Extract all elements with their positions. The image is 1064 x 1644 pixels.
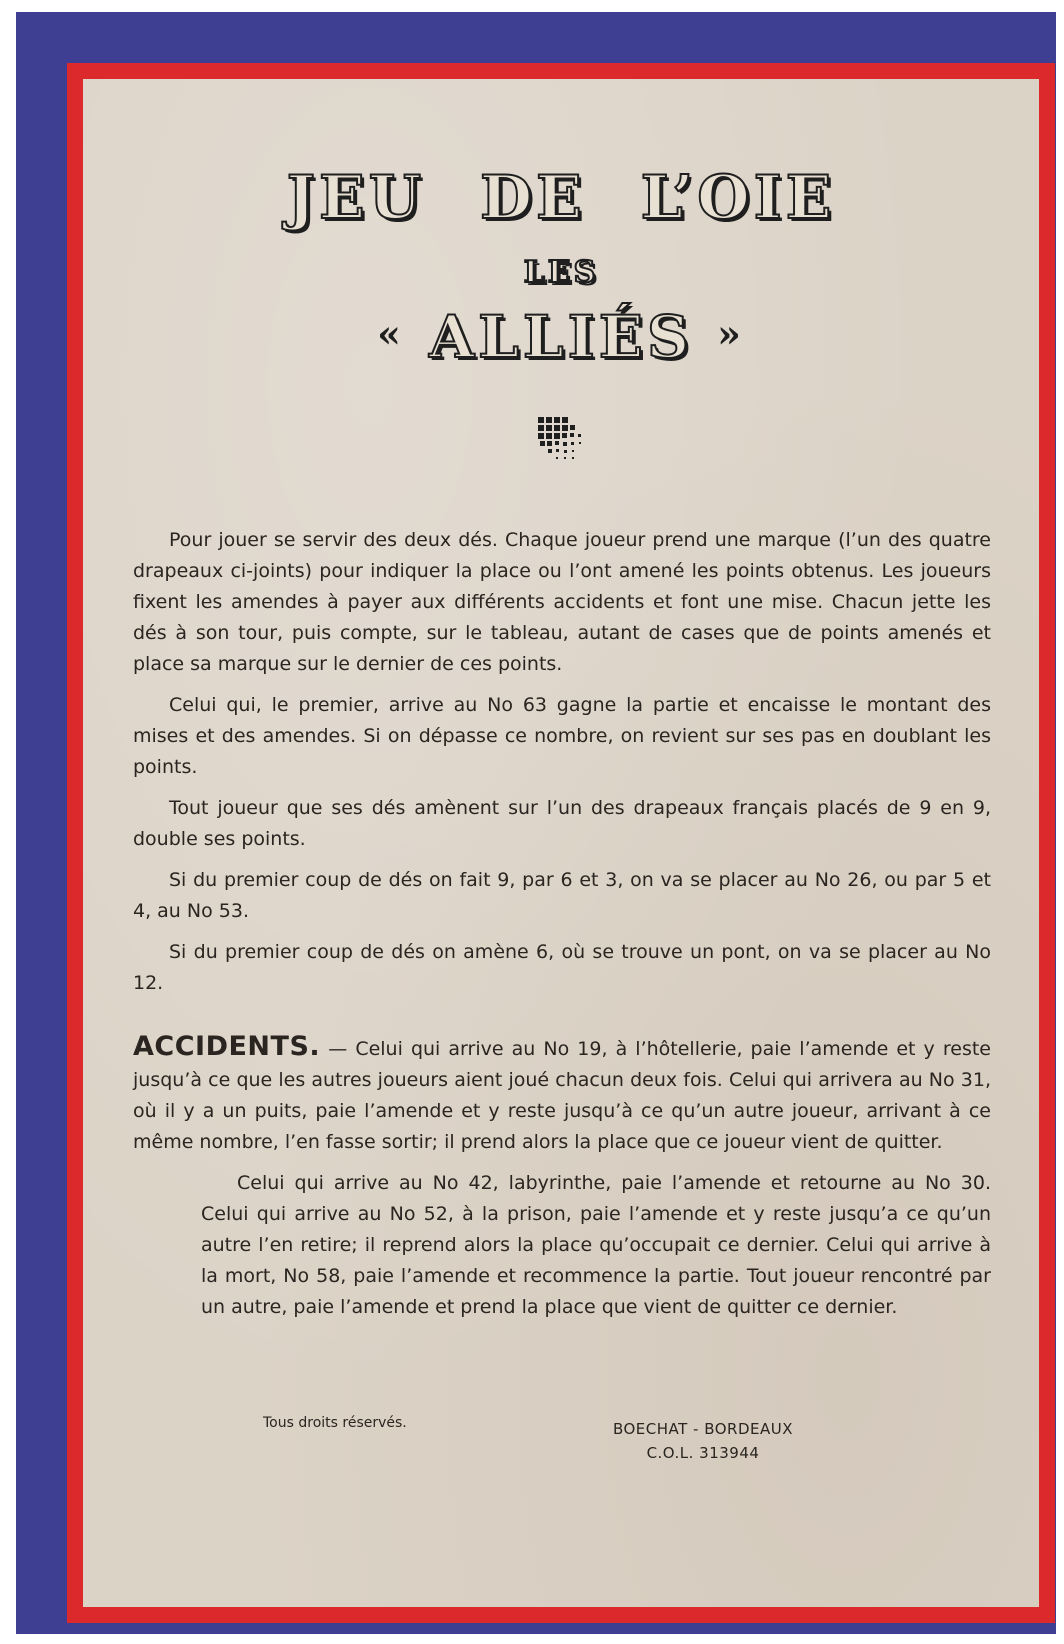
rules-text <box>133 525 991 1009</box>
rule-paragraph: Celui qui, le premier, arrive au No 63 gagne la partie et encaisse le montant des mises et des amendes. Si on dépasse ce nombre, on revient sur ses pas en doublant les points. <box>133 694 991 778</box>
accidents-heading: ACCIDENTS. <box>133 1031 321 1062</box>
quote-open: « <box>377 311 405 356</box>
printer-code: C.O.L. 313944 <box>646 1444 760 1462</box>
accidents-first-line <box>133 1031 991 1158</box>
poster-paper <box>83 79 1039 1607</box>
rule-paragraph: Si du premier coup de dés on fait 9, par 6 et 3, on va se placer au No 26, ou par 5 et 4, au No 53. <box>133 869 991 922</box>
quote-close: » <box>717 311 745 356</box>
rule-paragraph: Pour jouer se servir des deux dés. Chaque joueur prend une marque (l’un des quatre drapeaux ci-joints) pour indiquer la place ou l’ont amené les points obtenus. Les joueurs fixent les amendes à payer aux différents accidents et font une mise. Chacun jette les dés à son tour, puis compte, sur le tableau, autant de cases que de points amenés et place sa marque sur le dernier de ces points. <box>133 529 991 675</box>
poster-sheet <box>16 12 1056 1634</box>
accidents-body <box>201 1168 991 1323</box>
title-line-3 <box>83 303 1039 371</box>
title-allies: ALLIÉS <box>429 303 693 371</box>
printer-info <box>593 1417 813 1465</box>
printer-name: BOECHAT - BORDEAUX <box>612 1420 794 1438</box>
title-line-1: JEU DE L’OIE <box>286 163 836 233</box>
accidents-paragraph-1: Celui qui arrive au No 19, à l’hôtellerie, paie l’amende et y reste jusqu’à ce que les autres joueurs aient joué chacun deux fois. Celui qui arrivera au No 31, où il y a un puits, paie l’amende et y reste jusqu’à ce qu’un autre joueur, arrivant à ce même nombre, l’en fasse sortir; il prend alors la place que ce joueur vient de quitter. <box>133 1038 991 1153</box>
checker-ornament-icon <box>538 417 590 469</box>
accidents-dash: — <box>320 1038 356 1060</box>
title-line-2: LES <box>523 255 599 290</box>
rule-paragraph: Tout joueur que ses dés amènent sur l’un des drapeaux français placés de 9 en 9, double ses points. <box>133 797 991 850</box>
rights-reserved: Tous droits réservés. <box>263 1415 407 1431</box>
rule-paragraph: Si du premier coup de dés on amène 6, où se trouve un pont, on va se placer au No 12. <box>133 941 991 994</box>
accidents-paragraph-2: Celui qui arrive au No 42, labyrinthe, paie l’amende et retourne au No 30. Celui qui arrive au No 52, à la prison, paie l’amende et y reste jusqu’a ce qu’un autre l’en retire; il reprend alors la place qu’occupait ce dernier. Celui qui arrive à la mort, No 58, paie l’amende et recommence la partie. Tout joueur rencontré par un autre, paie l’amende et prend la place que vient de quitter ce dernier. <box>201 1172 991 1318</box>
accidents-section <box>133 1031 991 1333</box>
